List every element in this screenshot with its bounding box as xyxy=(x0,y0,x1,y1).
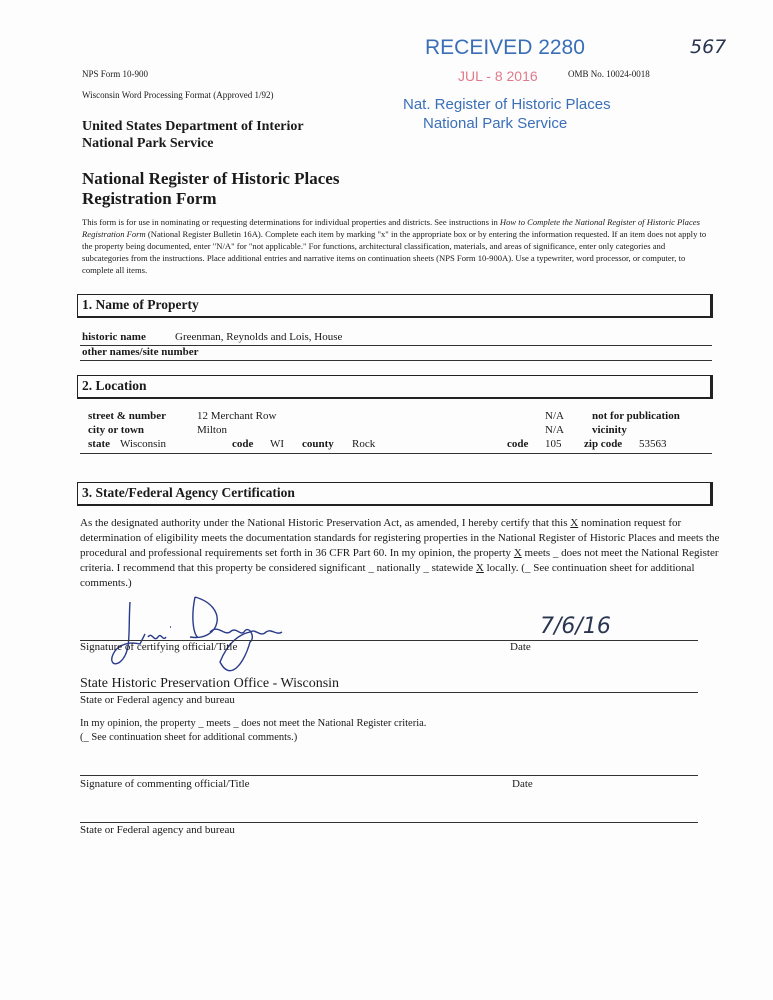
department: United States Department of Interior xyxy=(82,119,304,134)
instructions-text-2: (National Register Bulletin 16A). Complete each item by marking "x" in the appropriate box or by entering the information requested. If an item does not apply to the property being documented, enter "N/A" for "not applicable." For functions, architectural classification, materials, and areas of significance, enter only categories and subcategories from the instructions. Place additional entries and narrative items on continuation sheets (NPS Form 10-900A). Use a typewriter, word processor, or computer, to complete all items. xyxy=(82,229,707,275)
locally-mark: X xyxy=(475,562,484,574)
county-value: Rock xyxy=(352,438,376,450)
historic-name-label: historic name xyxy=(82,331,146,343)
stamp-line2: National Park Service xyxy=(423,115,568,132)
agency-name: State Historic Preservation Office - Wisconsin xyxy=(80,676,340,691)
cert-text: locally. (_ See continuation sheet for additional comments.) xyxy=(80,562,695,589)
date-label: Date xyxy=(510,641,531,653)
county-code-value: 105 xyxy=(545,438,562,450)
zip-label: zip code xyxy=(584,438,623,450)
section-2-header xyxy=(77,375,713,399)
received-stamp: RECEIVED 2280 xyxy=(425,36,585,59)
state-code-value: WI xyxy=(270,438,285,450)
stamp-line1: Nat. Register of Historic Places xyxy=(403,96,611,113)
comment-signature-line xyxy=(80,775,698,776)
bulletin-title: How to Complete the National Register of Historic Places Registration Form xyxy=(82,217,700,239)
section-title: 1. Name of Property xyxy=(82,297,199,312)
city-na: N/A xyxy=(545,424,564,436)
service: National Park Service xyxy=(82,136,214,151)
city-label: city or town xyxy=(88,424,145,436)
signature-label: Signature of certifying official/Title xyxy=(80,641,238,653)
section-title: 3. State/Federal Agency Certification xyxy=(82,485,295,500)
opinion-continuation: (_ See continuation sheet for additional comments.) xyxy=(80,732,298,743)
instructions-text: This form is for use in nominating or requesting determinations for individual properties and districts. See instructions in xyxy=(82,217,500,227)
nomination-mark: X xyxy=(570,517,579,529)
form-number: NPS Form 10-900 xyxy=(82,69,149,79)
meets-mark: X xyxy=(513,547,522,559)
divider xyxy=(80,453,712,454)
signature xyxy=(100,592,350,682)
street-label: street & number xyxy=(88,410,166,422)
certification-text xyxy=(80,516,720,591)
page-number: 567 xyxy=(690,36,727,58)
vicinity-label: vicinity xyxy=(592,424,627,436)
county-label: county xyxy=(302,438,334,450)
comment-signature-label: Signature of commenting official/Title xyxy=(80,778,250,790)
county-code-label: code xyxy=(507,438,529,450)
agency2-line xyxy=(80,822,698,823)
signature-date: 7/6/16 xyxy=(540,614,611,639)
other-names-label: other names/site number xyxy=(82,346,199,358)
street-na: N/A xyxy=(545,410,564,422)
agency-label: State or Federal agency and bureau xyxy=(80,694,235,706)
agency2-label: State or Federal agency and bureau xyxy=(80,824,235,836)
section-3-header xyxy=(77,482,713,506)
comment-date-label: Date xyxy=(512,778,533,790)
cert-text: nomination request for determination of eligibility meets the documentation standards for registering properties in the National Register of Historic Places and meets the procedural and professional requirements set forth in 36 CFR Part 60. In my opinion, the property xyxy=(80,517,720,559)
section-title: 2. Location xyxy=(82,378,147,393)
opinion-text: In my opinion, the property _ meets _ does not meet the National Register criteria. xyxy=(80,718,427,729)
section-1-header xyxy=(77,294,713,318)
zip-value: 53563 xyxy=(639,438,667,450)
historic-name-value: Greenman, Reynolds and Lois, House xyxy=(175,331,343,343)
state-label: state xyxy=(88,438,110,450)
not-for-publication-label: not for publication xyxy=(592,410,680,422)
omb-number: OMB No. 10024-0018 xyxy=(568,69,650,79)
agency-line xyxy=(80,692,698,693)
format-note: Wisconsin Word Processing Format (Approved 1/92) xyxy=(82,90,274,100)
state-code-label: code xyxy=(232,438,254,450)
cert-text: meets _ does not meet the National Register criteria. I recommend that this property be considered significant _ nationally _ statewide xyxy=(80,547,719,574)
instructions xyxy=(82,216,712,276)
form-title-1: National Register of Historic Places xyxy=(82,169,340,188)
stamp-date: JUL - 8 2016 xyxy=(458,68,538,84)
street-value: 12 Merchant Row xyxy=(197,410,277,422)
cert-text: As the designated authority under the National Historic Preservation Act, as amended, I hereby certify that this xyxy=(80,517,571,529)
form-title-2: Registration Form xyxy=(82,189,217,208)
state-value: Wisconsin xyxy=(120,438,166,450)
divider xyxy=(80,360,712,361)
city-value: Milton xyxy=(197,424,227,436)
